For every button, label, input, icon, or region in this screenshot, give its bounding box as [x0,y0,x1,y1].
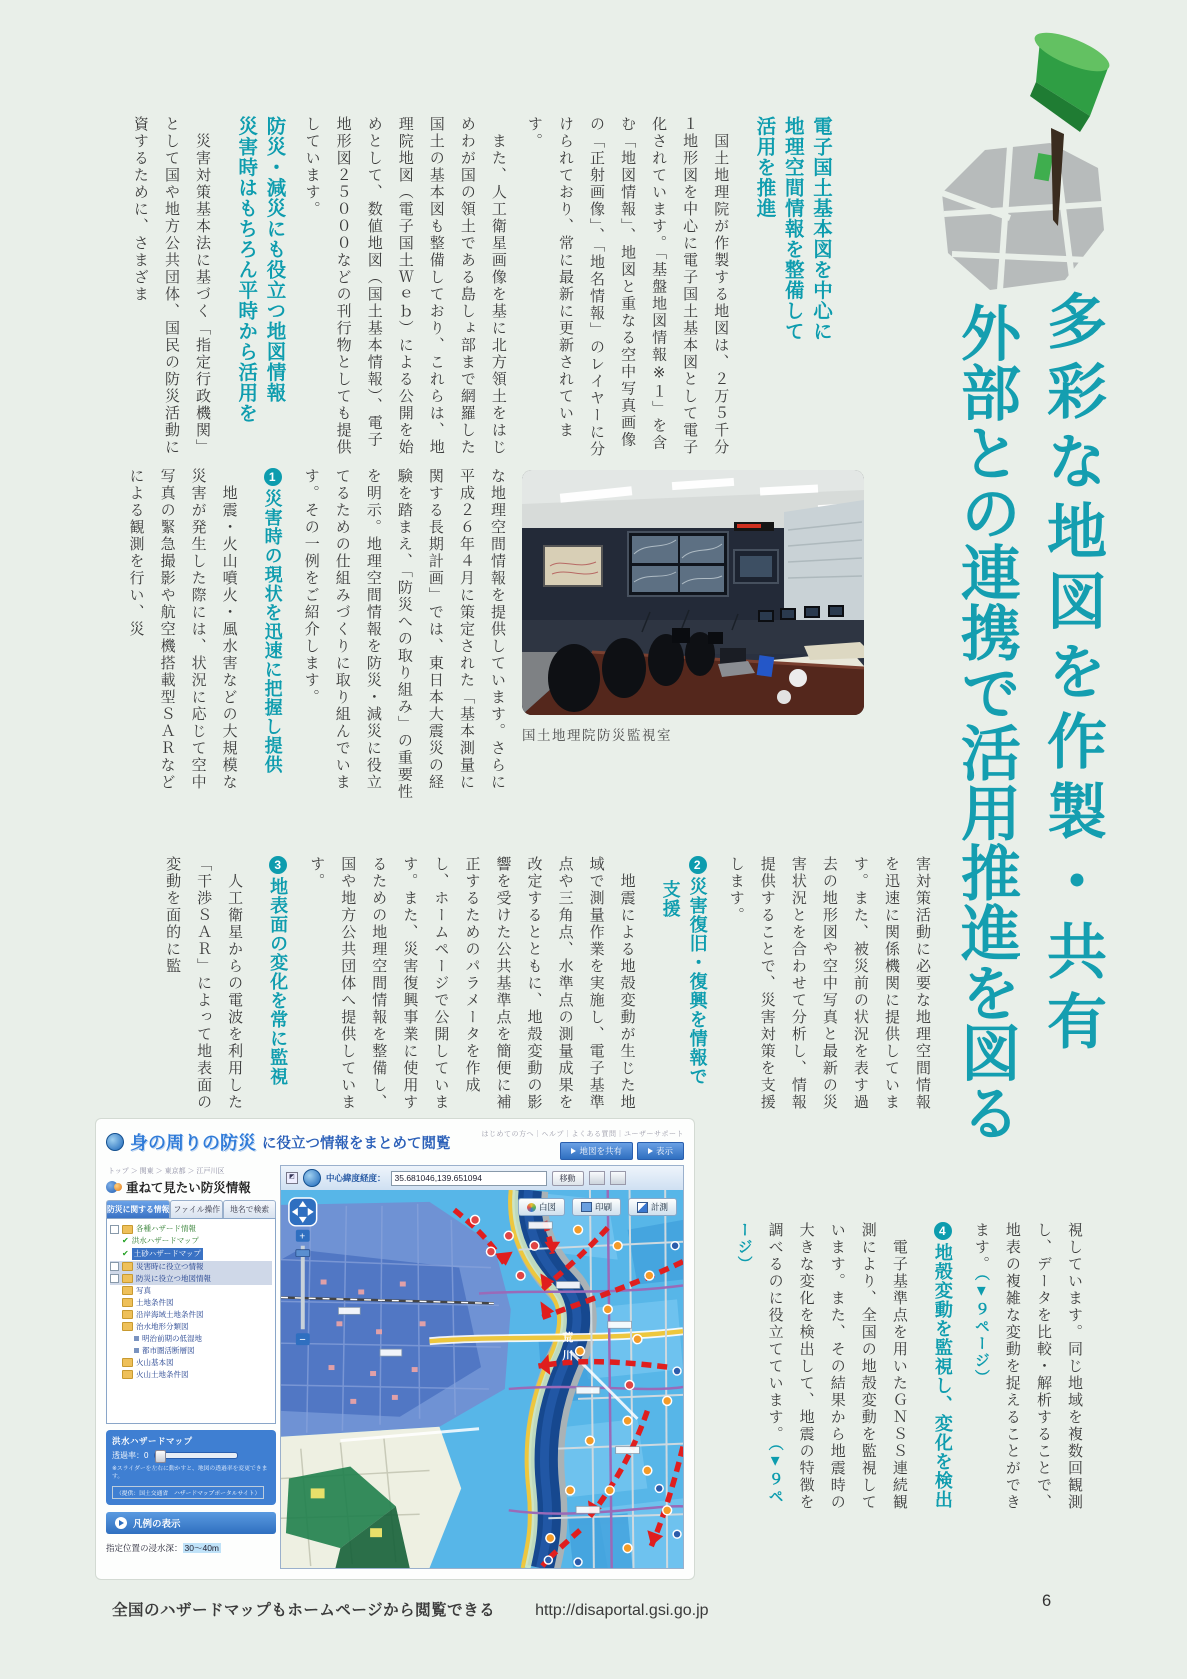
text-band-1 [95,116,843,464]
portal-header [106,1129,684,1163]
checkbox-icon[interactable] [110,1274,119,1283]
item3-paragraph-b: 視しています。同じ地域を複数回観測し、データを比較・解析することで、地表の複雑な変動を捉えることができます。（▼９ページ） [972,1222,1083,1511]
page-reference-9b: （▼９ページ） [735,1222,784,1506]
tree-item-map-info[interactable]: 防災に役立つ地図情報 [110,1273,272,1285]
tree-item-chisui[interactable]: 治水地形分類図 [110,1321,272,1333]
tree-item-photo[interactable]: 写真 [110,1285,272,1297]
opacity-slider[interactable] [154,1452,238,1459]
folder-open-icon [122,1274,133,1283]
page-reference-9a: （▼９ページ） [972,1273,990,1387]
footer-caption-row [112,1598,709,1620]
measure-button[interactable]: 計測 [628,1198,677,1216]
folder-icon [122,1358,133,1367]
svg-text:−: − [299,1334,306,1347]
legend-display-button[interactable]: 凡例の表示 [106,1512,276,1534]
tree-item-volcano-land[interactable]: 火山土地条件図 [110,1369,272,1381]
show-button[interactable]: 表示 [637,1142,684,1160]
flood-depth-value: 30～40m [184,1542,220,1553]
portal-logo [106,1129,451,1155]
heading-item1: 1災害時の現状を迅速に把握し提供 [262,470,283,774]
portal-sidebar [106,1165,276,1569]
text-band-4 [700,1222,1092,1520]
bousai-paragraph-b: な地理空間情報を提供しています。さらに平成２６年４月に策定された「基本測量に関する長期計画」では、東日本大震災の経験を踏まえ、「防災への取り組み」の重要性を明示。地理空間情報を防災・減災に役立てるための仕組みづくりに取り組んでいます。その一例をご紹介します。 [302,468,506,801]
checkbox-icon[interactable] [110,1225,119,1234]
footer-caption: 全国のハザードマップもホームページから閲覧できる [112,1602,496,1619]
item4-number-badge: 4 [934,1222,952,1240]
move-button[interactable]: 移動 [552,1171,584,1186]
portal-breadcrumb[interactable]: トップ ＞ 関東 ＞ 東京都 ＞ 江戸川区 [108,1168,225,1175]
checkbox-icon[interactable] [110,1262,119,1271]
forward-button[interactable] [610,1171,626,1185]
opacity-label: 透過率：0 [112,1451,149,1460]
item4-paragraph: 電子基準点を用いたＧＮＳＳ連続観測により、全国の地殻変動を監視しています。また、その結果から地震時の大きな変化を検出して、地震の特徴を調べるのに役立てています。（▼９ページ） [735,1222,908,1511]
tree-item-meiji-lowland[interactable]: 明治前期の低湿地 [110,1333,272,1345]
folder-icon [122,1322,133,1331]
arrow-icon [115,1517,127,1529]
hazard-portal-screenshot [95,1118,695,1580]
print-button[interactable]: 印刷 [572,1198,621,1216]
back-button[interactable] [589,1171,605,1185]
opacity-slider-handle[interactable] [155,1450,166,1463]
item2-number-badge: 2 [689,856,707,874]
white-map-button[interactable]: 白図 [518,1198,565,1216]
hazard-map-canvas[interactable] [281,1190,683,1568]
monitoring-room-photo-figure [522,470,864,744]
panel-dot2-icon [114,1183,122,1191]
item2-paragraph: 地震による地殻変動が生じた地域で測量作業を実施し、電子基準点や三角点、水準点の測量成果を改定するとともに、地殻変動の影響を受けた公共基準点を簡便に補正するためのパラメータを作成し、ホームページで公開しています。また、災害復興事業に使用するための地理空間情報を整備し、国や地方公共団体へ提供しています。 [308,856,636,1111]
footer-url: http://disaportal.gsi.go.jp [535,1602,709,1619]
check-icon: ✔ [122,1236,129,1245]
portal-map-area [280,1165,684,1569]
map-pushpin-icon [930,28,1125,303]
heading-item2: 2災害復旧・復興を情報で 支援 [660,858,708,1086]
svg-text:荒: 荒 [562,1332,574,1345]
item3-paragraph-a: 人工衛星からの電波を利用した「干渉ＳＡＲ」によって地表面の変動を面的に監 [164,856,244,1111]
tab-bousai-info[interactable]: 防災に関する情報 [106,1200,170,1218]
tab-file-ops[interactable]: ファイル操作 [170,1200,223,1218]
heading-denshi-kokudo: 電子国土基本図を中心に 地理空間情報を整備して 活用を推進 [753,116,832,342]
flood-layer-title: 洪水ハザードマップ [112,1436,193,1446]
leaf-icon [134,1348,139,1353]
overlay-panel-title: 重ねて見たい防災情報 [106,1178,276,1196]
layer-tree [106,1218,276,1424]
leaf-icon [134,1336,139,1341]
coord-label: 中心緯度経度： [326,1173,386,1183]
text-band-3 [95,856,940,1114]
item3-number-badge: 3 [269,856,287,874]
folder-icon [122,1286,133,1295]
item1-paragraph-b: 害対策活動に必要な地理空間情報を迅速に関係機関に提供しています。また、被災前の状況を表す過去の地形図や空中写真と最新の災害状況とを合わせて分析し、情報提供することで、災害対策を支援します。 [727,856,931,1111]
share-map-button[interactable]: 地図を共有 [560,1142,633,1160]
tree-item-disaster-info[interactable]: 災害時に役立つ情報 [110,1261,272,1273]
heading-item3: 3地表面の変化を常に監視 [268,858,289,1086]
page-title-line1: 多彩な地図を作製・共有 [1039,290,1106,1060]
layers-icon [527,1203,536,1212]
coordinate-input[interactable] [391,1171,547,1186]
photo-caption: 国土地理院防災監視室 [522,728,672,743]
tree-item-volcano-base[interactable]: 火山基本図 [110,1357,272,1369]
item1-paragraph-a: 地震・火山噴火・風水害などの大規模な災害が発生した際には、状況に応じて空中写真の緊急撮影や航空機搭載型ＳＡＲなどによる観測を行い、災 [127,468,238,791]
portal-logo-globe-icon [106,1133,124,1151]
printer-icon [581,1202,592,1212]
globe-icon [303,1169,321,1187]
opacity-note: ※スライダーを左右に動かすと、地図の透過率を変更できます。 [112,1466,268,1481]
ruler-icon [637,1202,648,1213]
tab-place-search[interactable]: 地名で検索 [223,1200,276,1218]
map-button-row [518,1198,677,1216]
tree-item-flood[interactable]: ✔ 洪水ハザードマップ [110,1235,272,1248]
check-icon: ✔ [122,1248,129,1258]
text-band-2 [95,468,515,805]
monitoring-room-photo [522,470,864,715]
page-title-line2: 外部との連携で活用推進を図る [953,302,1020,1142]
bousai-paragraph-a: 災害対策基本法に基づく「指定行政機関」として国や地方公共団体、国民の防災活動に資するために、さまざま [131,116,212,456]
heading-bousai-gensai: 防災・減災にも役立つ地図情報 災害時はもちろん平時から活用を [235,116,286,424]
tree-item-coastal[interactable]: 沿岸海域土地条件図 [110,1309,272,1321]
svg-text:川: 川 [562,1350,574,1363]
flood-depth-readout: 指定位置の浸水深： 30～40m [106,1542,220,1553]
tree-item-hazard-root[interactable]: 各種ハザード情報 [110,1223,272,1235]
page-number: 6 [1042,1592,1052,1610]
svg-text:+: + [299,1231,306,1243]
folder-icon [122,1225,133,1234]
portal-title-emphasis: 身の周りの防災 [130,1133,256,1153]
intro-paragraph-1: 国土地理院が作製する地図は、２万５千分１地形図を中心に電子国土基本図として電子化されています。「基盤地図情報※１」を含む「地図情報」、地図と重なる空中写真画像の「正射画像」、「地名情報」のレイヤーに分けられており、常に最新に更新されています。 [525,116,730,458]
source-note: （提供：国土交通省 ハザードマップポータルサイト） [112,1486,264,1499]
map-toolbar [281,1166,683,1191]
folder-icon [122,1262,133,1271]
collapse-icon[interactable]: ◩ [286,1172,298,1184]
heading-item4: 4地殻変動を監視し、変化を検出 [932,1224,953,1509]
folder-icon [122,1370,133,1379]
folder-icon [122,1310,133,1319]
tree-item-landslide[interactable]: ✔ 土砂ハザードマップ [110,1248,272,1261]
portal-top-links[interactable]: はじめての方へ｜ヘルプ｜よくある質問｜ユーザーサポート [481,1131,684,1138]
tree-item-landcondition[interactable]: 土地条件図 [110,1297,272,1309]
intro-paragraph-2: また、人工衛星画像を基に北方領土をはじめわが国の領土である島しょ部まで網羅した国土の基本図も整備しており、これらは、地理院地図（電子国土Ｗｅｂ）による公開を始めとして、数値地図（国土基本情報）、電子地形図２５０００などの刊行物としても提供しています。 [303,116,507,456]
flood-layer-control-box [106,1430,276,1505]
folder-icon [122,1298,133,1307]
tree-item-active-fault[interactable]: 都市圏活断層図 [110,1345,272,1357]
portal-title-rest: に役立つ情報をまとめて閲覧 [262,1135,451,1152]
sidebar-tabs [106,1200,276,1218]
item1-number-badge: 1 [264,468,282,486]
